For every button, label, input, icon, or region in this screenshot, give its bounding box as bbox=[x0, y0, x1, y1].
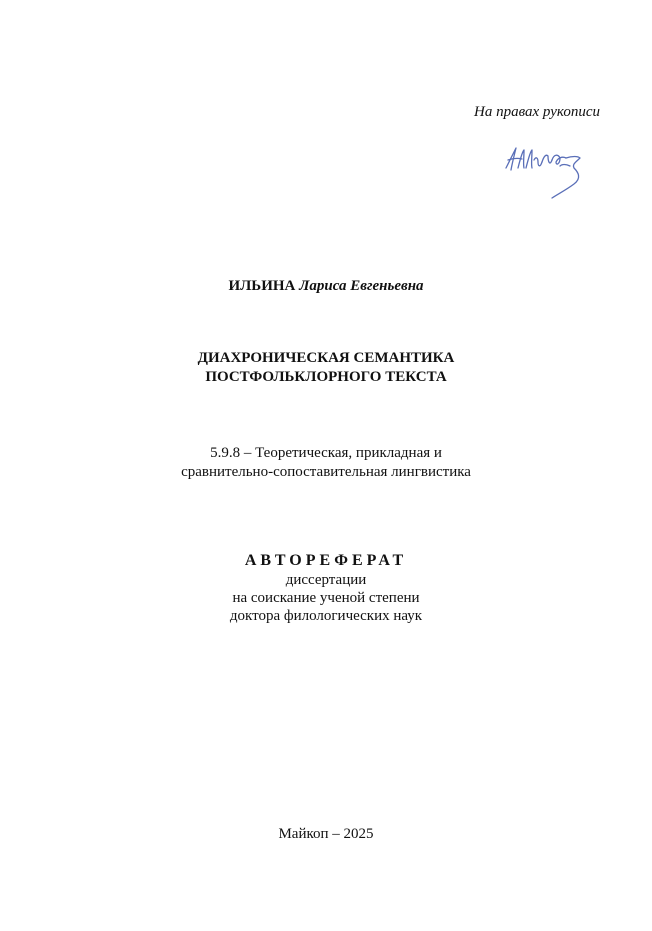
author-surname: ИЛЬИНА bbox=[228, 278, 296, 294]
author-name bbox=[0, 278, 652, 295]
author-given-names: Лариса Евгеньевна bbox=[299, 278, 424, 294]
specialty-line-1: 5.9.8 – Теоретическая, прикладная и bbox=[210, 445, 442, 461]
abstract-heading: АВТОРЕФЕРАТ bbox=[244, 552, 408, 569]
manuscript-rights-label: На правах рукописи bbox=[474, 104, 600, 120]
title-line-2: ПОСТФОЛЬКЛОРНОГО ТЕКСТА bbox=[205, 369, 447, 385]
handwritten-signature bbox=[500, 138, 600, 208]
title-line-1: ДИАХРОНИЧЕСКАЯ СЕМАНТИКА bbox=[197, 350, 455, 366]
abstract-line-1: диссертации bbox=[285, 572, 367, 588]
abstract-line-2: на соискание ученой степени bbox=[232, 590, 420, 606]
place-and-year: Майкоп – 2025 bbox=[278, 826, 374, 842]
abstract-line-3: доктора филологических наук bbox=[229, 608, 423, 624]
dissertation-title bbox=[0, 349, 652, 387]
specialty-line-2: сравнительно-сопоставительная лингвистика bbox=[181, 464, 471, 480]
abstract-block bbox=[0, 551, 652, 625]
specialty-code bbox=[0, 444, 652, 482]
